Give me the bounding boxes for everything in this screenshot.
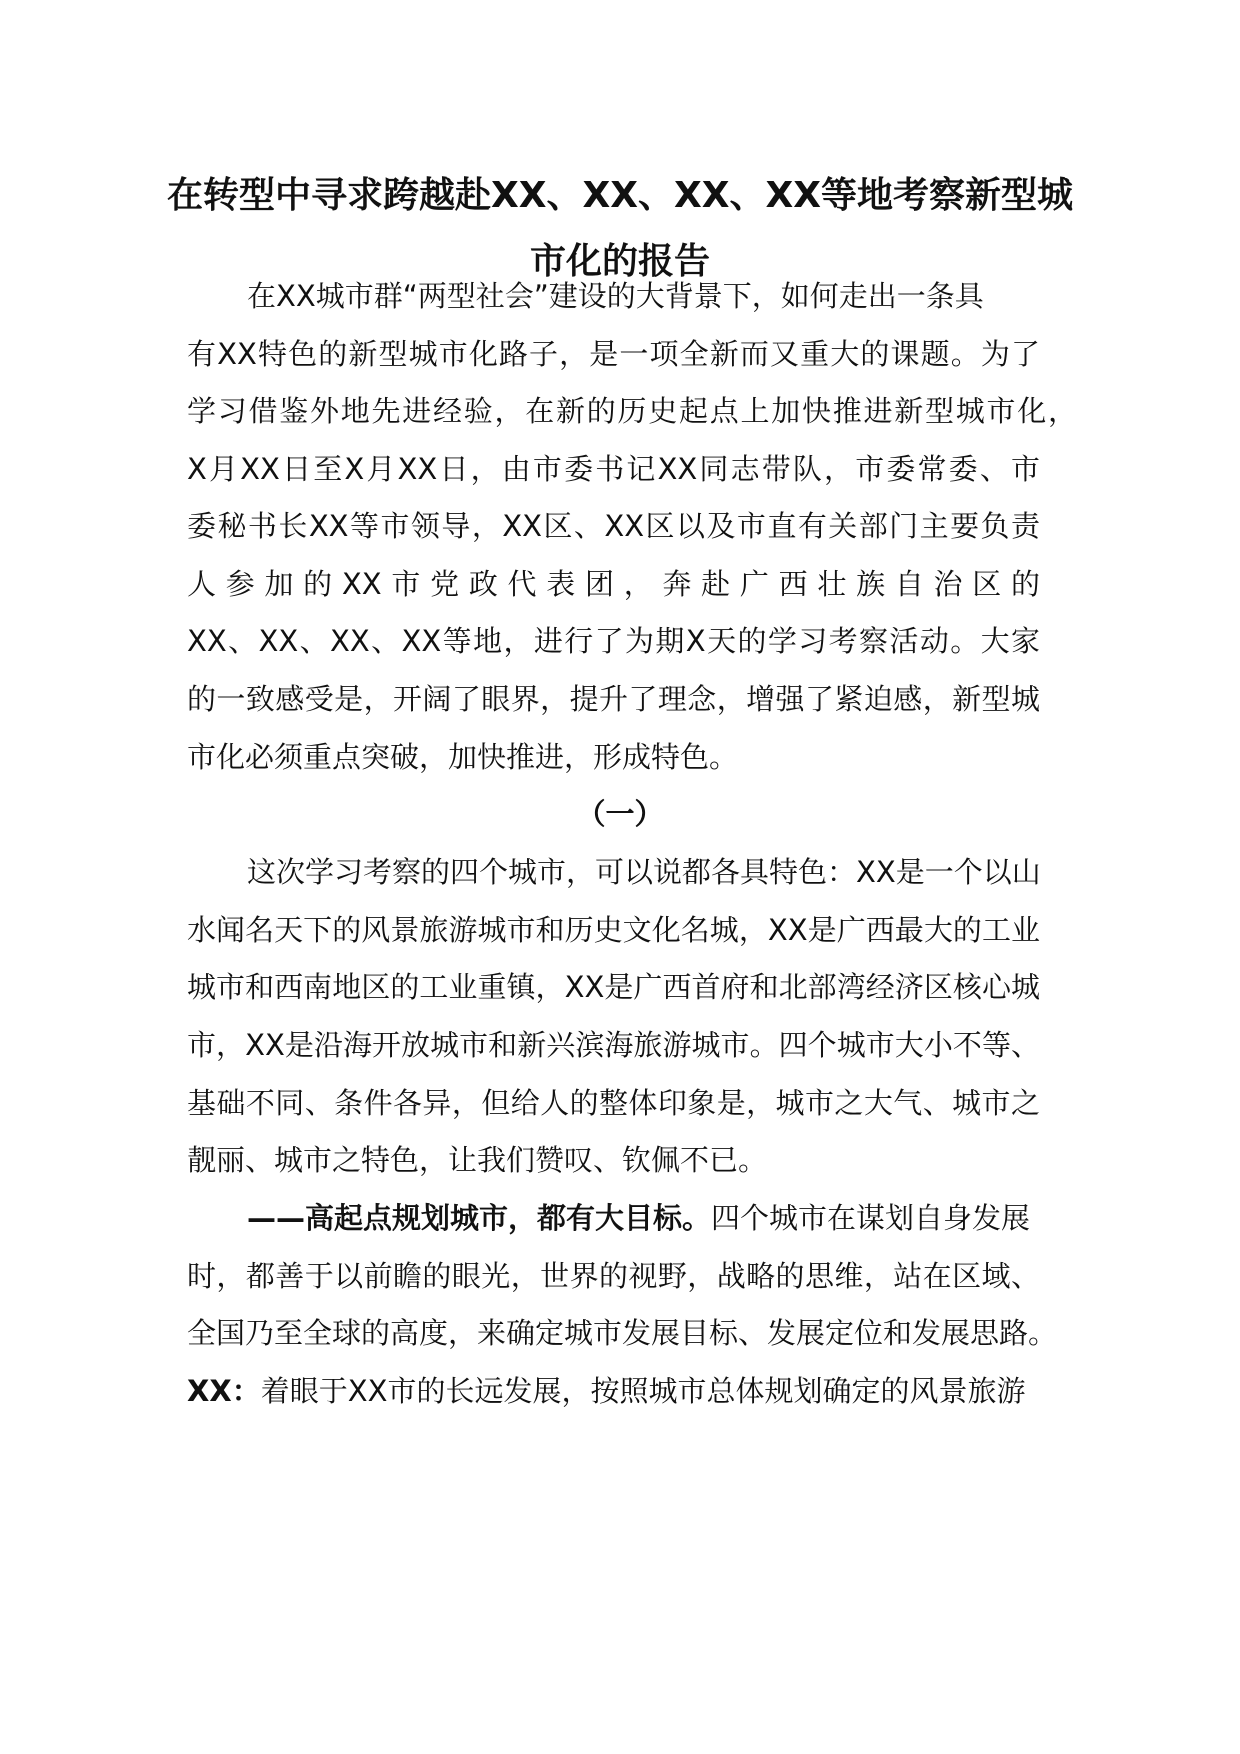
paragraph-2-line-4: 市，XX是沿海开放城市和新兴滨海旅游城市。四个城市大小不等、 xyxy=(187,1028,1040,1062)
paragraph-1-line-4: X月XX日至X月XX日，由市委书记XX同志带队，市委常委、市 xyxy=(187,452,1040,486)
paragraph-2-line-2: 水闻名天下的风景旅游城市和历史文化名城，XX是广西最大的工业 xyxy=(187,913,1040,947)
paragraph-2-line-6: 靓丽、城市之特色，让我们赞叹、钦佩不已。 xyxy=(187,1143,768,1177)
paragraph-1-line-7: XX、XX、XX、XX等地，进行了为期X天的学习考察活动。大家 xyxy=(187,624,1040,658)
paragraph-4-line-1 xyxy=(187,1371,1087,1411)
paragraph-1-line-9: 市化必须重点突破，加快推进，形成特色。 xyxy=(187,740,739,774)
paragraph-1-line-6: 人参加的XX市党政代表团，奔赴广西壮族自治区的 xyxy=(187,567,1040,601)
paragraph-4-line-1-text: 着眼于XX市的长远发展，按照城市总体规划确定的风景旅游 xyxy=(260,1374,1026,1408)
paragraph-3-line-2: 时，都善于以前瞻的眼光，世界的视野，战略的思维，站在区域、 xyxy=(187,1259,1040,1293)
paragraph-4-lead: XX： xyxy=(187,1374,261,1408)
document-title-line-1: 在转型中寻求跨越赴XX、XX、XX、XX等地考察新型城 xyxy=(166,175,1074,216)
paragraph-1-line-2: 有XX特色的新型城市化路子，是一项全新而又重大的课题。为了 xyxy=(187,337,1040,371)
paragraph-2-line-3: 城市和西南地区的工业重镇，XX是广西首府和北部湾经济区核心城 xyxy=(187,970,1040,1004)
document-title-line-2: 市化的报告 xyxy=(529,241,710,282)
paragraph-2-line-1: 这次学习考察的四个城市，可以说都各具特色：XX是一个以山 xyxy=(247,855,1041,889)
paragraph-3-line-1-text: 四个城市在谋划自身发展 xyxy=(711,1201,1031,1235)
section-heading: （一） xyxy=(576,797,664,831)
paragraph-3-line-1 xyxy=(247,1198,1053,1238)
paragraph-1-line-3: 学习借鉴外地先进经验，在新的历史起点上加快推进新型城市化， xyxy=(187,394,1077,428)
paragraph-2-line-5: 基础不同、条件各异，但给人的整体印象是，城市之大气、城市之 xyxy=(187,1086,1040,1120)
paragraph-1-line-1: 在XX城市群“两型社会”建设的大背景下，如何走出一条具 xyxy=(247,279,984,313)
paragraph-1-line-8: 的一致感受是，开阔了眼界，提升了理念，增强了紧迫感，新型城 xyxy=(187,682,1040,716)
paragraph-3-lead: ——高起点规划城市，都有大目标。 xyxy=(247,1201,712,1235)
paragraph-3-line-3: 全国乃至全球的高度，来确定城市发展目标、发展定位和发展思路。 xyxy=(187,1316,1058,1350)
paragraph-1-line-5: 委秘书长XX等市领导，XX区、XX区以及市直有关部门主要负责 xyxy=(187,509,1040,543)
